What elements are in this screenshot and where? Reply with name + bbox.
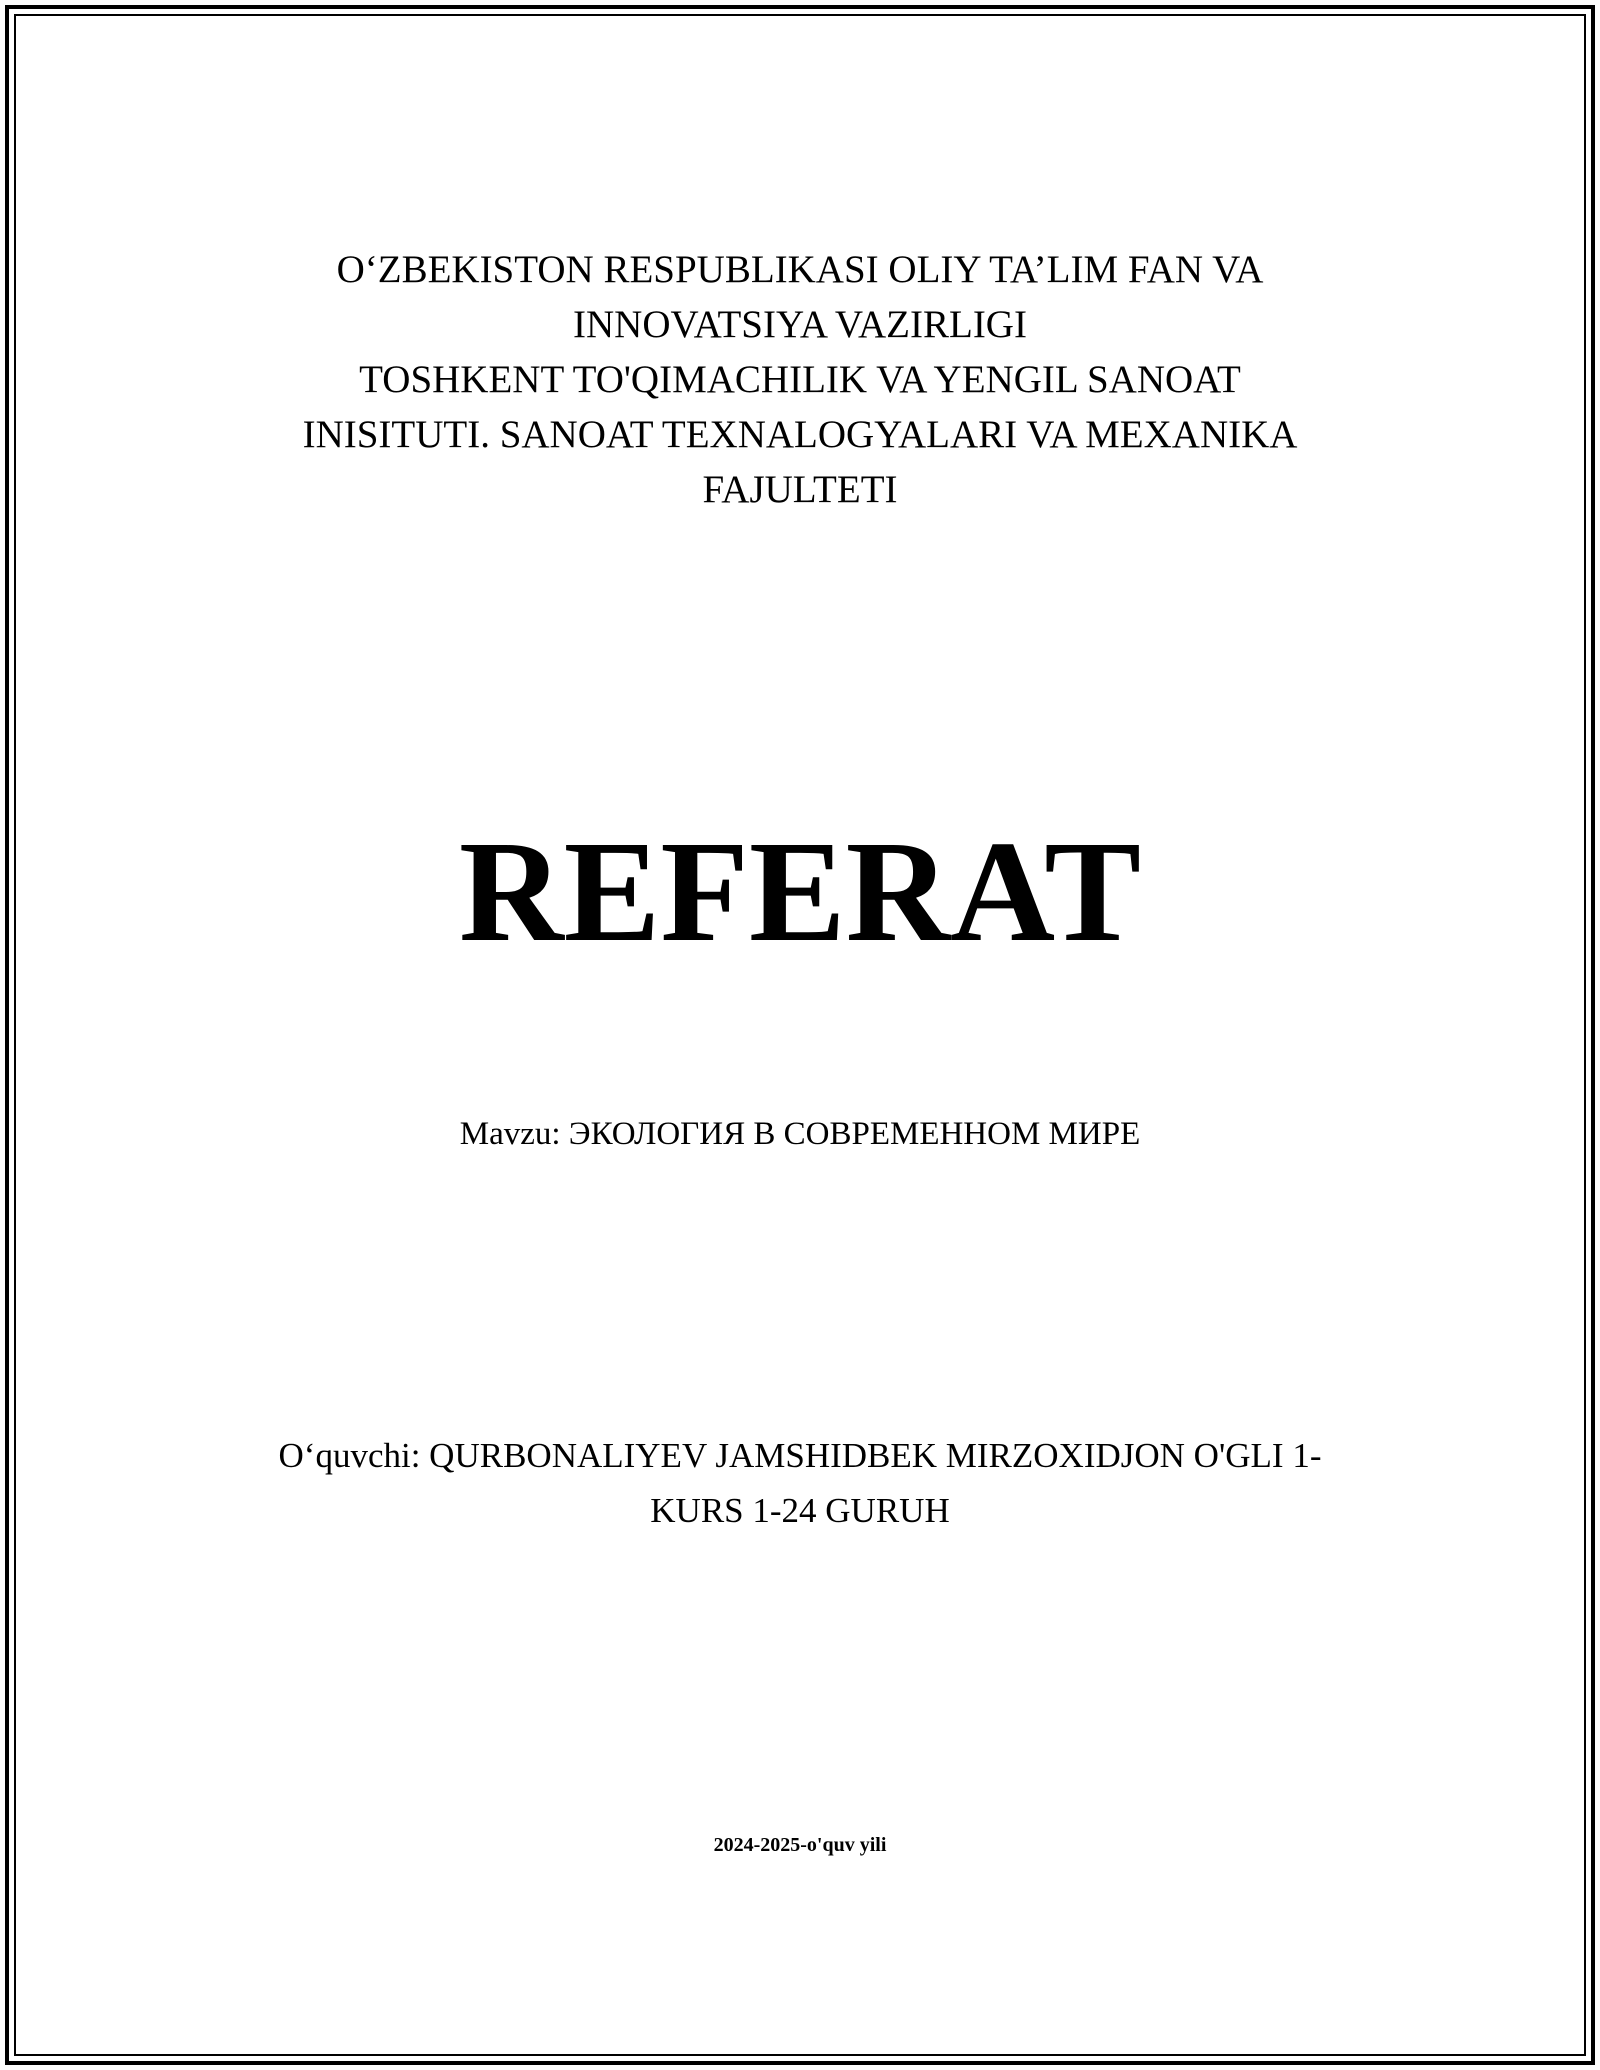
document-title: REFERAT — [458, 812, 1142, 972]
institution-header — [0, 242, 1600, 517]
header-line: O‘ZBEKISTON RESPUBLIKASI OLIY TA’LIM FAN VA — [336, 248, 1264, 291]
header-line: TOSHKENT TO'QIMACHILIK VA YENGIL SANOAT — [359, 358, 1241, 401]
header-line: FAJULTETI — [702, 468, 898, 511]
header-line: INISITUTI. SANOAT TEXNALOGYALARI VA MEXANIKA — [302, 413, 1298, 456]
academic-year: 2024-2025-o'quv yili — [713, 1834, 887, 1856]
header-line: INNOVATSIYA VAZIRLIGI — [573, 303, 1027, 346]
topic-line: Mavzu: ЭКОЛОГИЯ В СОВРЕМЕННОМ МИРЕ — [459, 1116, 1141, 1152]
student-line: KURS 1-24 GURUH — [650, 1491, 950, 1530]
student-info — [0, 1428, 1600, 1538]
student-line: O‘quvchi: QURBONALIYEV JAMSHIDBEK MIRZOXIDJON O'GLI 1- — [278, 1436, 1322, 1475]
